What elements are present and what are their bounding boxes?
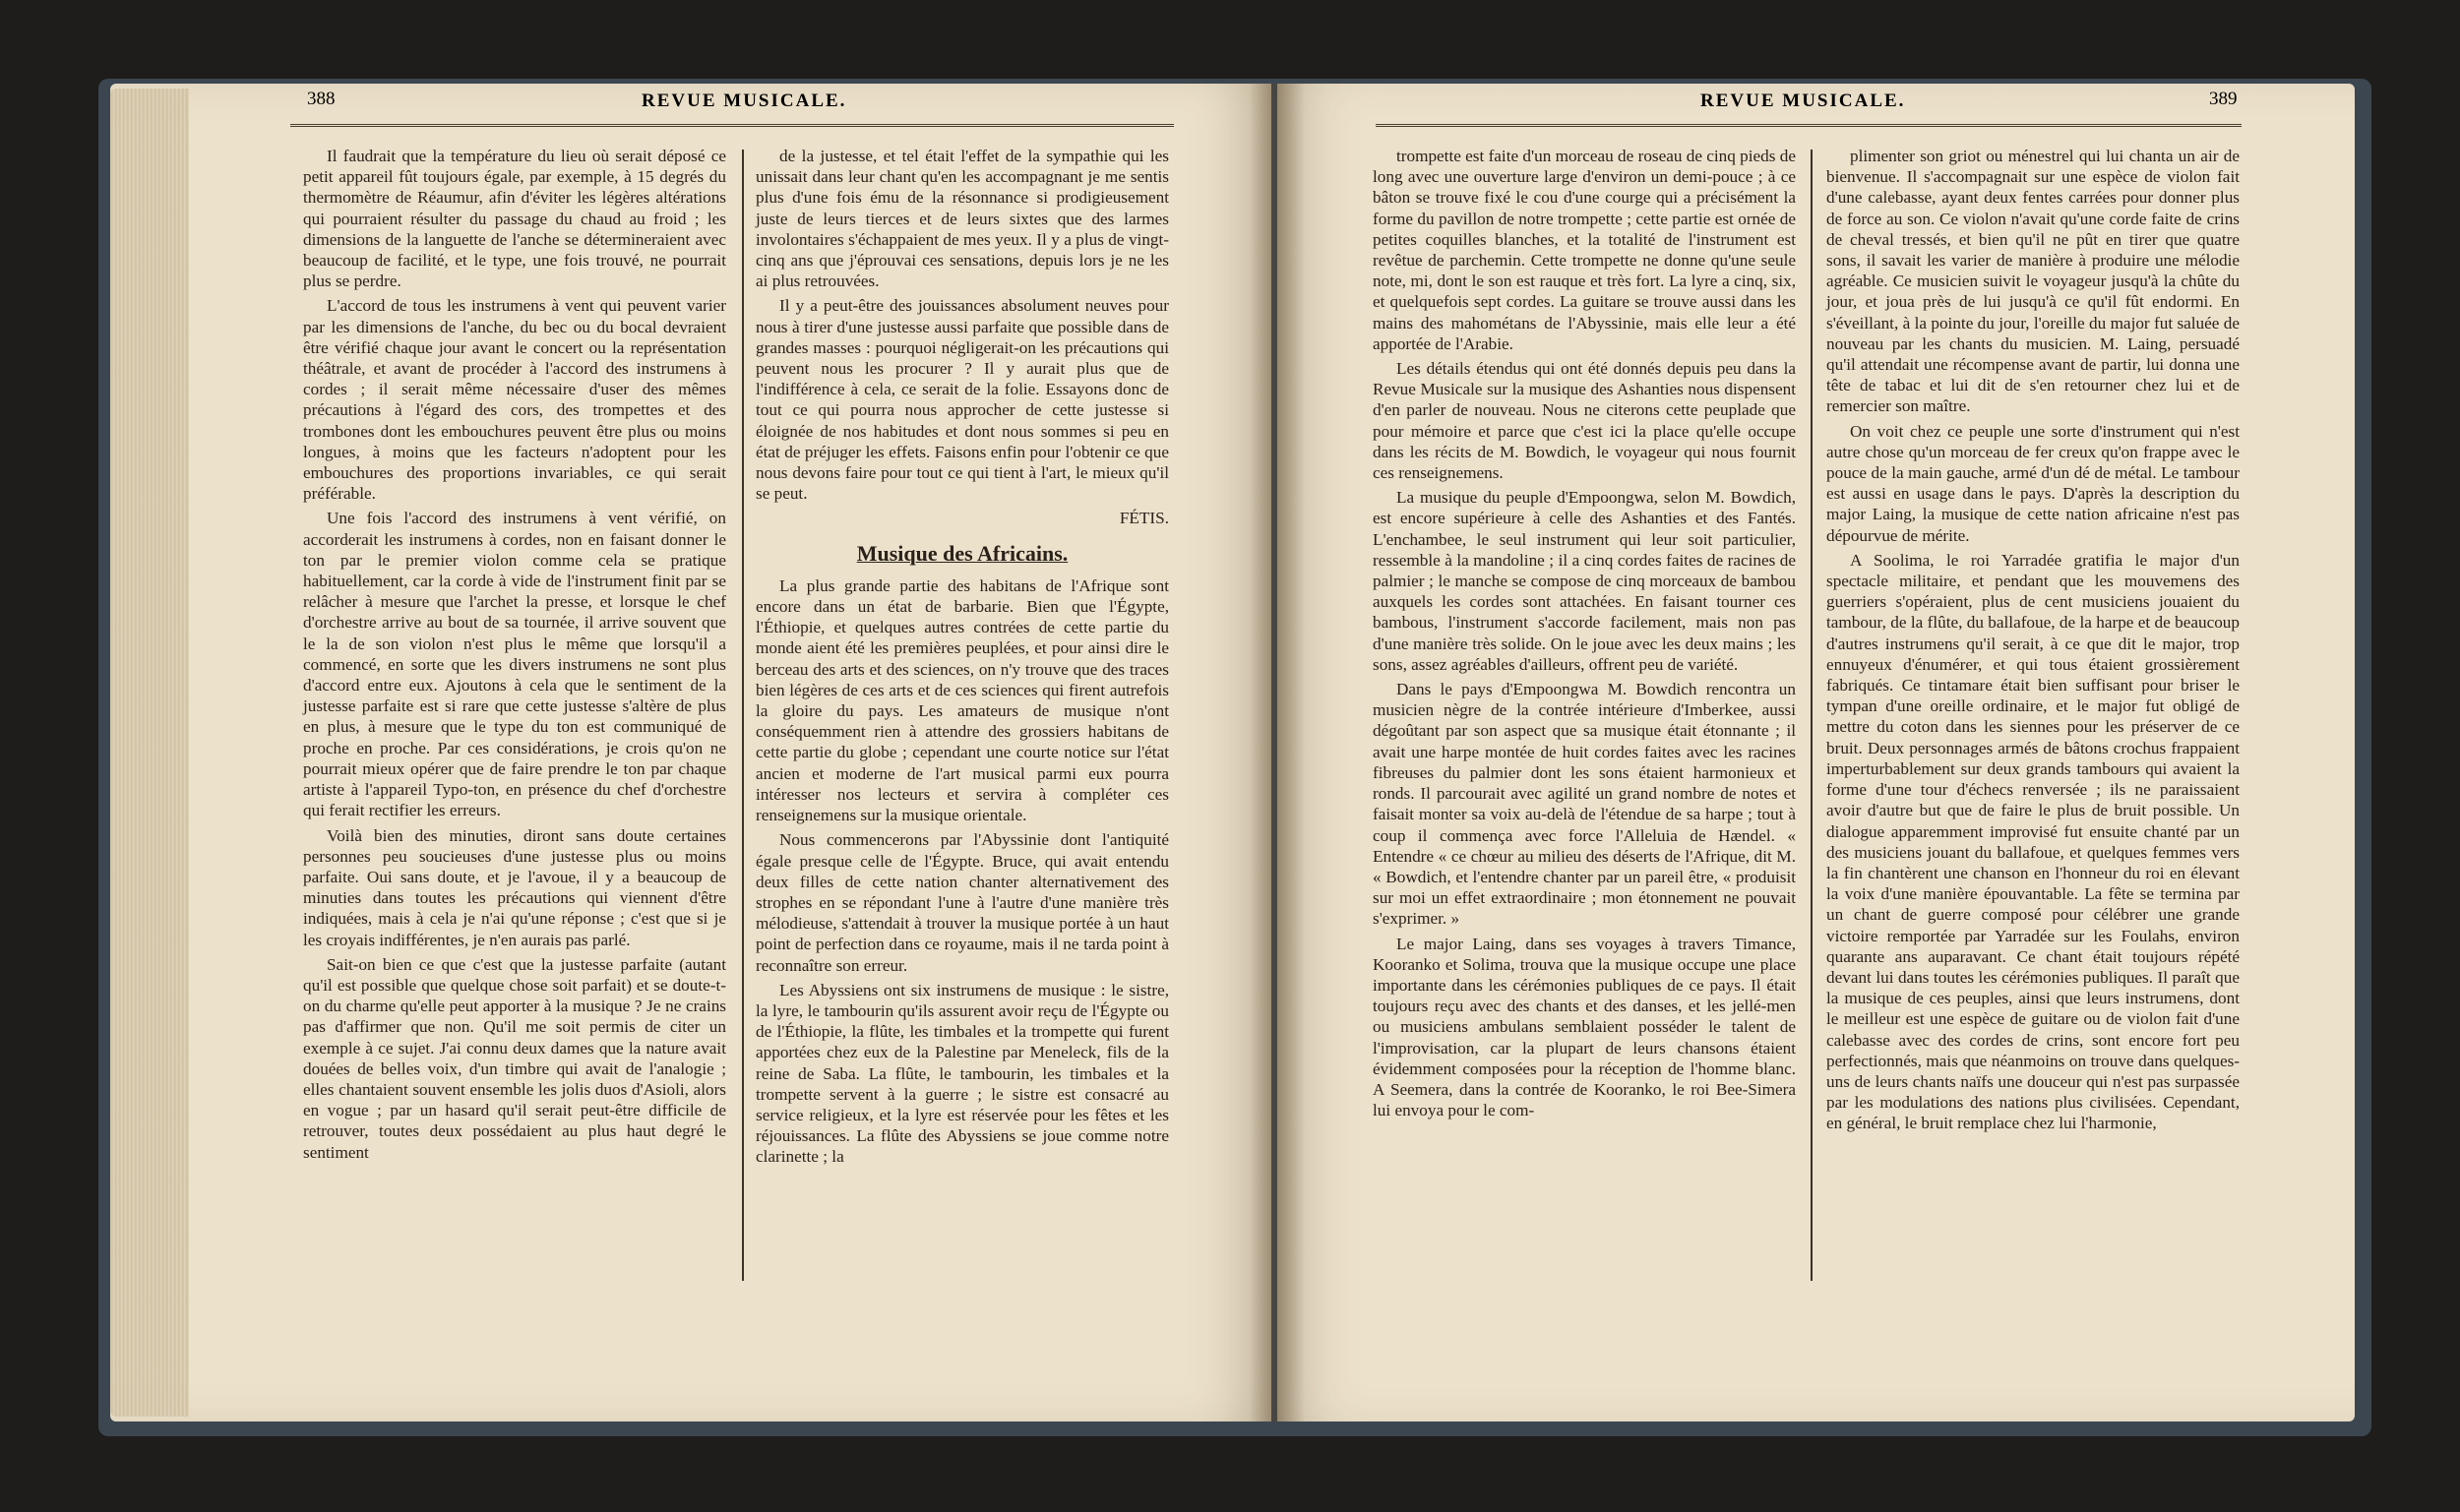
left-page-number: 388 [307,89,336,109]
page-edges [110,89,189,1417]
right-column-2 [1826,146,2240,1138]
left-column-divider [742,150,744,1281]
paragraph: Nous commencerons par l'Abyssinie dont l'antiquité égale presque celle de l'Égypte. Bruce, qui avait entendu deux filles de cette nation chanter alternativement des strophes en se répondant l'une à l'autre d'une manière très mélodieuse, s'attendait à trouver la musique portée à un haut point de perfection dans ce royaume, mais il ne tarda point à reconnaître son erreur. [756,830,1169,975]
paragraph: Les Abyssiens ont six instrumens de musique : le sistre, la lyre, le tambourin qu'ils assurent avoir reçu de l'Égypte ou de l'Éthiopie, la flûte, les timbales et la trompette qui furent apportées chez eux de la Palestine par Meneleck, fils de la reine de Saba. La flûte, le tambourin, les timbales et la trompette servent à la guerre ; le sistre est consacré au service religieux, et la lyre est réservée pour les fêtes et les réjouissances. La flûte des Abyssiens se joue comme notre clarinette ; la [756,980,1169,1167]
paragraph: La musique du peuple d'Empoongwa, selon M. Bowdich, est encore supérieure à celle des Ashanties et des Fantés. L'enchambee, le seul instrument qui leur soit particulier, ressemble à la mandoline ; il a cinq cordes faites de racines de palmier ; le manche se compose de cinq morceaux de bambou auxquels les cordes sont attachées. En faisant tourner ces bambous, l'instrument s'accorde facilement, mais non pas d'une manière très solide. On le joue avec les deux mains ; les sons, assez agréables d'ailleurs, offrent peu de variété. [1373,488,1796,674]
paragraph: On voit chez ce peuple une sorte d'instrument qui n'est autre chose qu'un morceau de fer creux qu'on frappe avec le pouce de la main gauche, armé d'un dé de métal. Le tambour est aussi en usage dans le pays. D'après la description du major Laing, la musique de cette nation africaine n'est pas dépourvue de mérite. [1826,421,2240,545]
right-column-divider [1811,150,1813,1281]
paragraph: La plus grande partie des habitans de l'Afrique sont encore dans un état de barbarie. Bien que l'Égypte, l'Éthiopie, et quelques autres contrées de cette partie du monde aient été les premières peuplées, et pour ainsi dire le berceau des arts et des sciences, on n'y trouve que des traces bien légères de ces arts et de ces sciences qui firent autrefois la gloire du pays. Les amateurs de musique n'ont conséquemment rien à attendre des grossiers habitans de cette partie du globe ; cependant une courte notice sur l'état ancien et moderne de l'art musical parmi eux pourra intéresser nos lecteurs et servira à compléter ces renseignemens sur la musique orientale. [756,575,1169,825]
paragraph: Sait-on bien ce que c'est que la justesse parfaite (autant qu'il est possible que quelque chose soit parfait) et se doute-t-on du charme qu'elle peut apporter à la musique ? Je ne crains pas d'affirmer que non. Qu'il me soit permis de citer un exemple à ce sujet. J'ai connu deux dames que la nature avait douées de belles voix, d'un timbre qui avait de l'analogie ; elles chantaient souvent ensemble les jolis duos d'Asioli, alors en vogue ; par un hasard qu'il serait peut-être difficile de retrouver, toutes deux possédaient au plus haut degré le sentiment [303,954,726,1162]
left-column-1 [303,146,726,1167]
right-column-1 [1373,146,1796,1124]
left-column-2 [756,146,1169,1172]
paragraph: Les détails étendus qui ont été donnés depuis peu dans la Revue Musicale sur la musique des Ashanties nous dispensent d'en parler de nouveau. Nous ne citerons cette peuplade que pour mémoire et parce que c'est ici la place qu'elle occupe dans les récits de M. Bowdich, le voyageur qui nous fournit ces renseignemens. [1373,359,1796,483]
left-running-head: REVUE MUSICALE. [642,91,847,111]
section-title: Musique des Africains. [856,540,1069,566]
paragraph: Il faudrait que la température du lieu où serait déposé ce petit appareil fût toujours égale, par exemple, à 15 degrés du thermomètre de Réaumur, afin d'éviter les légères altérations qui pourraient résulter du passage du chaud au froid ; les dimensions de la languette de l'anche se détermineraient avec beaucoup de facilité, et le type, une fois trouvé, ne pourrait plus se perdre. [303,147,726,291]
paragraph: Le major Laing, dans ses voyages à travers Timance, Kooranko et Solima, trouva que la musique occupe une place importante dans les cérémonies publiques de ce pays. Il était toujours reçu avec des chants et des danses, et les jellé-men ou musiciens ambulans semblaient posséder le talent de l'improvisation, car la plupart de leurs chansons étaient évidemment composées pour la réception de l'homme blanc. A Seemera, dans la contrée de Kooranko, le roi Bee-Simera lui envoya pour le com- [1373,934,1796,1120]
paragraph: trompette est faite d'un morceau de roseau de cinq pieds de long avec une ouverture large d'environ un demi-pouce ; à ce bâton se trouve fixé le cou d'une courge qui a précisément la forme du pavillon de notre trompette ; cette partie est ornée de petites coquilles blanches, et la totalité de l'instrument est revêtue de parchemin. Cette trompette ne donne qu'une seule note, mi, dont le son est rauque et très fort. La lyre a cinq, six, et quelquefois sept cordes. La guitare se trouve aussi dans les mains des mahométans de l'Abyssinie, mais elle leur a été apportée de l'Arabie. [1373,147,1796,353]
paragraph: Il y a peut-être des jouissances absolument neuves pour nous à tirer d'une justesse aussi parfaite que possible dans de grandes masses : pourquoi négligerait-on les précautions qui peuvent nous les procurer ? Il y aurait plus que de l'indifférence à cela, ce serait de la folie. Essayons donc de tout ce qui pourra nous approcher de cette justesse si éloignée de nos habitudes et dont nous sommes si peu en état de préjuger les effets. Faisons enfin pour l'obtenir ce que nous devons faire pour tout ce qui tient à l'art, le mieux qu'il se peut. [756,296,1169,504]
left-column-2-part1 [756,146,1169,504]
right-running-head: REVUE MUSICALE. [1700,91,1906,111]
book-gutter [1250,84,1305,1421]
paragraph: Voilà bien des minuties, diront sans doute certaines personnes peu soucieuses d'une justesse plus ou moins parfaite. Oui sans doute, et je l'avoue, il y a beaucoup de minuties dans toutes les précautions qui viennent d'être indiquées, mais à cela je n'ai qu'une réponse ; c'est que si je les croyais indifférentes, je n'en aurais pas parlé. [303,825,726,949]
right-page-number: 389 [2209,89,2238,109]
paragraph: plimenter son griot ou ménestrel qui lui chanta un air de bienvenue. Il s'accompagnait sur une espèce de violon fait d'une calebasse, ayant deux fentes carrées pour donner plus de force au son. Ce violon n'avait qu'une corde faite de crins de cheval tressés, et bien qu'il ne pût en tirer que quatre sons, il savait les varier de manière à produire une mélodie agréable. Ce musicien suivit le voyageur jusqu'à la chûte du jour, et joua près de lui jusqu'à ce qu'il fût endormi. En s'éveillant, à la pointe du jour, l'oreille du major fut saluée de nouveau par les chants du musicien. M. Laing, persuadé qu'il attendait une récompense avant de partir, lui donna une tête de tabac et lui dit de s'en retourner chez lui et de remercier son maître. [1826,147,2240,416]
left-column-2-part2 [756,575,1169,1168]
paragraph: A Soolima, le roi Yarradée gratifia le major d'un spectacle militaire, et pendant que les mouvemens des guerriers s'opéraient, plus de cent musiciens jouaient du tambour, de la flûte, du ballafoue, de la harpe et de beaucoup d'autres instrumens qu'il serait, à ce que dit le major, trop ennuyeux d'énumérer, et qui tous étaient grossièrement fabriqués. Ce tintamare était bien suffisant pour briser le tympan d'une oreille ordinaire, et le major fut obligé de mettre du coton dans les siennes pour les préserver de ce bruit. Deux personnages armés de bâtons crochus frappaient imperturbablement sur deux grands tambours qui avaient la forme d'une tour d'échecs renversée ; ils ne paraissaient avoir d'autre but que de faire le plus de bruit possible. Un dialogue apparemment improvisé fut ensuite chanté par un des musiciens jouant du ballafoue, et quelques femmes vers la fin chantèrent une chanson en l'honneur du roi en élevant la voix d'une manière épouvantable. La fête se termina par un chant de guerre composé pour célébrer une grande victoire remportée par Yarradée sur les Foulahs, environ quarante ans auparavant. Ce chant était toujours répété devant lui dans toutes les cérémonies publiques. Il paraît que la musique de ces peuples, ainsi que leurs instrumens, dont le meilleur est une espèce de guitare ou de violon fait d'une calebasse avec des cordes de crins, sont encore fort peu perfectionnés, mais que néanmoins on trouve dans quelques-uns de leurs chants naïfs une douceur qui n'est pas surpassée par les modulations des nations plus civilisées. Cependant, en général, le bruit remplace chez lui l'harmonie, [1826,550,2240,1133]
signature: FÉTIS. [1119,509,1169,528]
paragraph: Une fois l'accord des instrumens à vent vérifié, on accorderait les instrumens à cordes, non en faisant donner le ton par le premier violon comme cela se pratique habituellement, car la corde à vide de l'instrument finit par se relâcher à mesure que l'archet la presse, et lorsque le chef d'orchestre arrive au bout de sa tournée, il arrive souvent que le la de son violon n'est plus le même que lorsqu'il a commencé, en sorte que les divers instrumens ne sont plus d'accord entre eux. Ajoutons à cela que le sentiment de la justesse parfaite est si rare que cette justesse s'altère de plus en plus, à mesure que le type du ton est communiqué de proche en proche. Par ces considérations, je crois qu'on ne pourrait mieux opérer que de faire prendre le ton par chaque artiste à l'appareil Typo-ton, en présence du chef d'orchestre qui ferait rectifier les erreurs. [303,509,726,820]
paragraph: L'accord de tous les instrumens à vent qui peuvent varier par les dimensions de l'anche, du bec ou du bocal devraient être vérifié chaque jour avant le concert ou la représentation théâtrale, et avant de procéder à l'accord des instrumens à cordes ; il serait même nécessaire d'user des mêmes précautions à l'égard des cors, des trompettes et des trombones dont les embouchures peuvent être plus ou moins longues, à moins que les facteurs n'adoptent pour les embouchures des proportions invariables, ce qui serait préférable. [303,296,726,504]
paragraph: de la justesse, et tel était l'effet de la sympathie qui les unissait dans leur chant qu'en les accompagnant je me sentis plus d'une fois ému de la résonnance si prodigieusement juste de leurs tierces et de leurs sixtes que des larmes involontaires s'échappaient de mes yeux. Il y a plus de vingt-cinq ans que j'éprouvai ces sensations, depuis lors je ne les ai plus retrouvées. [756,147,1169,291]
paragraph: Dans le pays d'Empoongwa M. Bowdich rencontra un musicien nègre de la contrée intérieure d'Imberkee, aussi dégoûtant par son aspect que sa musique était étonnante ; il avait une harpe montée de huit cordes faites avec les racines fibreuses du palmier dont les sons étaient harmonieux et ronds. Il parcourait avec agilité un grand nombre de notes et faisait monter sa voix au-delà de l'étendue de sa harpe ; tout à coup il commença avec force l'Alleluia de Hændel. « Entendre « ce chœur au milieu des déserts de l'Afrique, dit M. « Bowdich, et l'entendre chanter par un pareil être, « produisit sur moi un effet extraordinaire ; mon étonnement ne pouvait s'exprimer. » [1373,680,1796,929]
left-header-rule [290,124,1174,127]
right-header-rule [1376,124,2242,127]
